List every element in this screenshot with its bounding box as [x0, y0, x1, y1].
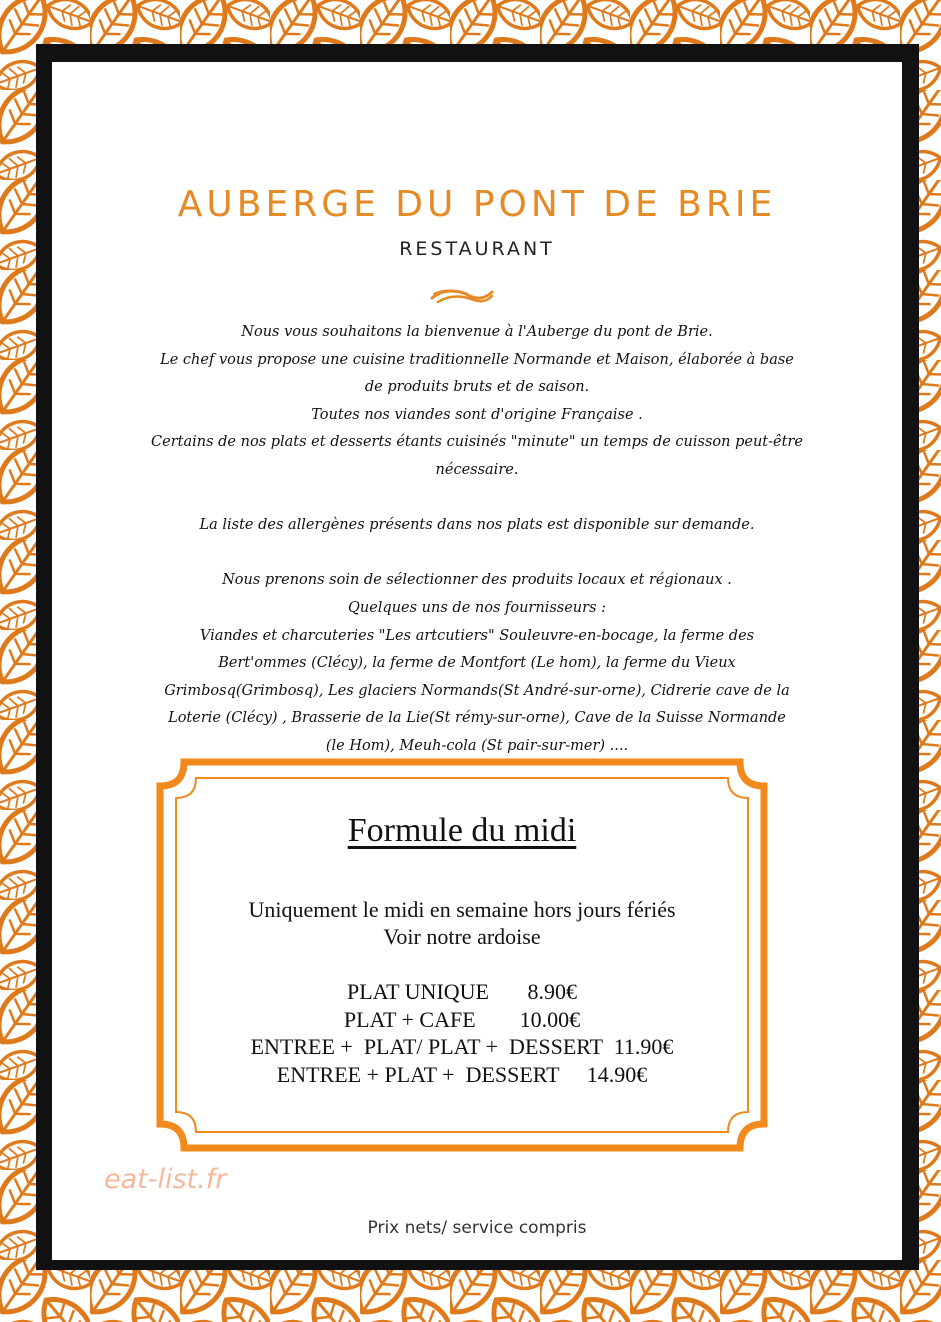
- supplier-line: Bert'ommes (Clécy), la ferme de Montfort (Le hom), la ferme du Vieux: [218, 655, 736, 672]
- formule-du-midi-box: [156, 758, 768, 1152]
- swirl-ornament-icon: [430, 286, 494, 306]
- price-row-price: 10.00€: [519, 1006, 581, 1032]
- allergen-note: La liste des allergènes présents dans nos plats est disponible sur demande.: [199, 517, 755, 534]
- intro-line: nécessaire.: [435, 461, 519, 478]
- footer-note: Prix nets/ service compris: [367, 1218, 587, 1238]
- price-row-price: 8.90€: [527, 979, 577, 1004]
- price-row-label: ENTREE + PLAT/ PLAT + DESSERT: [250, 1034, 614, 1059]
- supplier-line: Viandes et charcuteries "Les artcutiers" Souleuvre-en-bocage, la ferme des: [199, 627, 755, 644]
- formule-ardoise: Voir notre ardoise: [383, 924, 541, 949]
- intro-line: Nous prenons soin de sélectionner des produits locaux et régionaux .: [222, 572, 732, 589]
- intro-line: Certains de nos plats et desserts étants cuisinés "minute" un temps de cuisson peut-être: [151, 434, 803, 451]
- intro-text: [132, 319, 822, 761]
- intro-line: Quelques uns de nos fournisseurs :: [347, 599, 607, 616]
- price-row-label: PLAT UNIQUE: [347, 979, 528, 1004]
- intro-line: de produits bruts et de saison.: [364, 379, 590, 396]
- price-list: [156, 978, 768, 1088]
- price-row-label: ENTREE + PLAT + DESSERT: [276, 1061, 587, 1087]
- price-row-label: PLAT + CAFE: [343, 1006, 520, 1032]
- watermark: eat-list.fr: [104, 1164, 227, 1195]
- intro-line: Toutes nos viandes sont d'origine Française .: [311, 406, 643, 423]
- menu-page: [52, 62, 902, 1260]
- formule-availability: Uniquement le midi en semaine hors jours fériés: [248, 897, 676, 922]
- restaurant-subtitle: RESTAURANT: [399, 238, 555, 260]
- restaurant-name: AUBERGE DU PONT DE BRIE: [177, 184, 777, 225]
- intro-line: Nous vous souhaitons la bienvenue à l'Auberge du pont de Brie.: [241, 324, 713, 340]
- price-row-price: 11.90€: [613, 1034, 674, 1059]
- formule-title: Formule du midi: [347, 812, 577, 849]
- price-row-price: 14.90€: [586, 1061, 648, 1087]
- price-row: [156, 1033, 768, 1061]
- supplier-line: (le Hom), Meuh-cola (St pair-sur-mer) ....: [325, 737, 629, 754]
- price-row: [156, 978, 768, 1006]
- price-row: [156, 1061, 768, 1089]
- intro-line: Le chef vous propose une cuisine traditionnelle Normande et Maison, élaborée à base: [160, 351, 794, 368]
- supplier-line: Loterie (Clécy) , Brasserie de la Lie(St rémy-sur-orne), Cave de la Suisse Normande: [168, 710, 786, 727]
- price-row: [156, 1006, 768, 1034]
- supplier-line: Grimbosq(Grimbosq), Les glaciers Normands(St André-sur-orne), Cidrerie cave de la: [164, 682, 790, 699]
